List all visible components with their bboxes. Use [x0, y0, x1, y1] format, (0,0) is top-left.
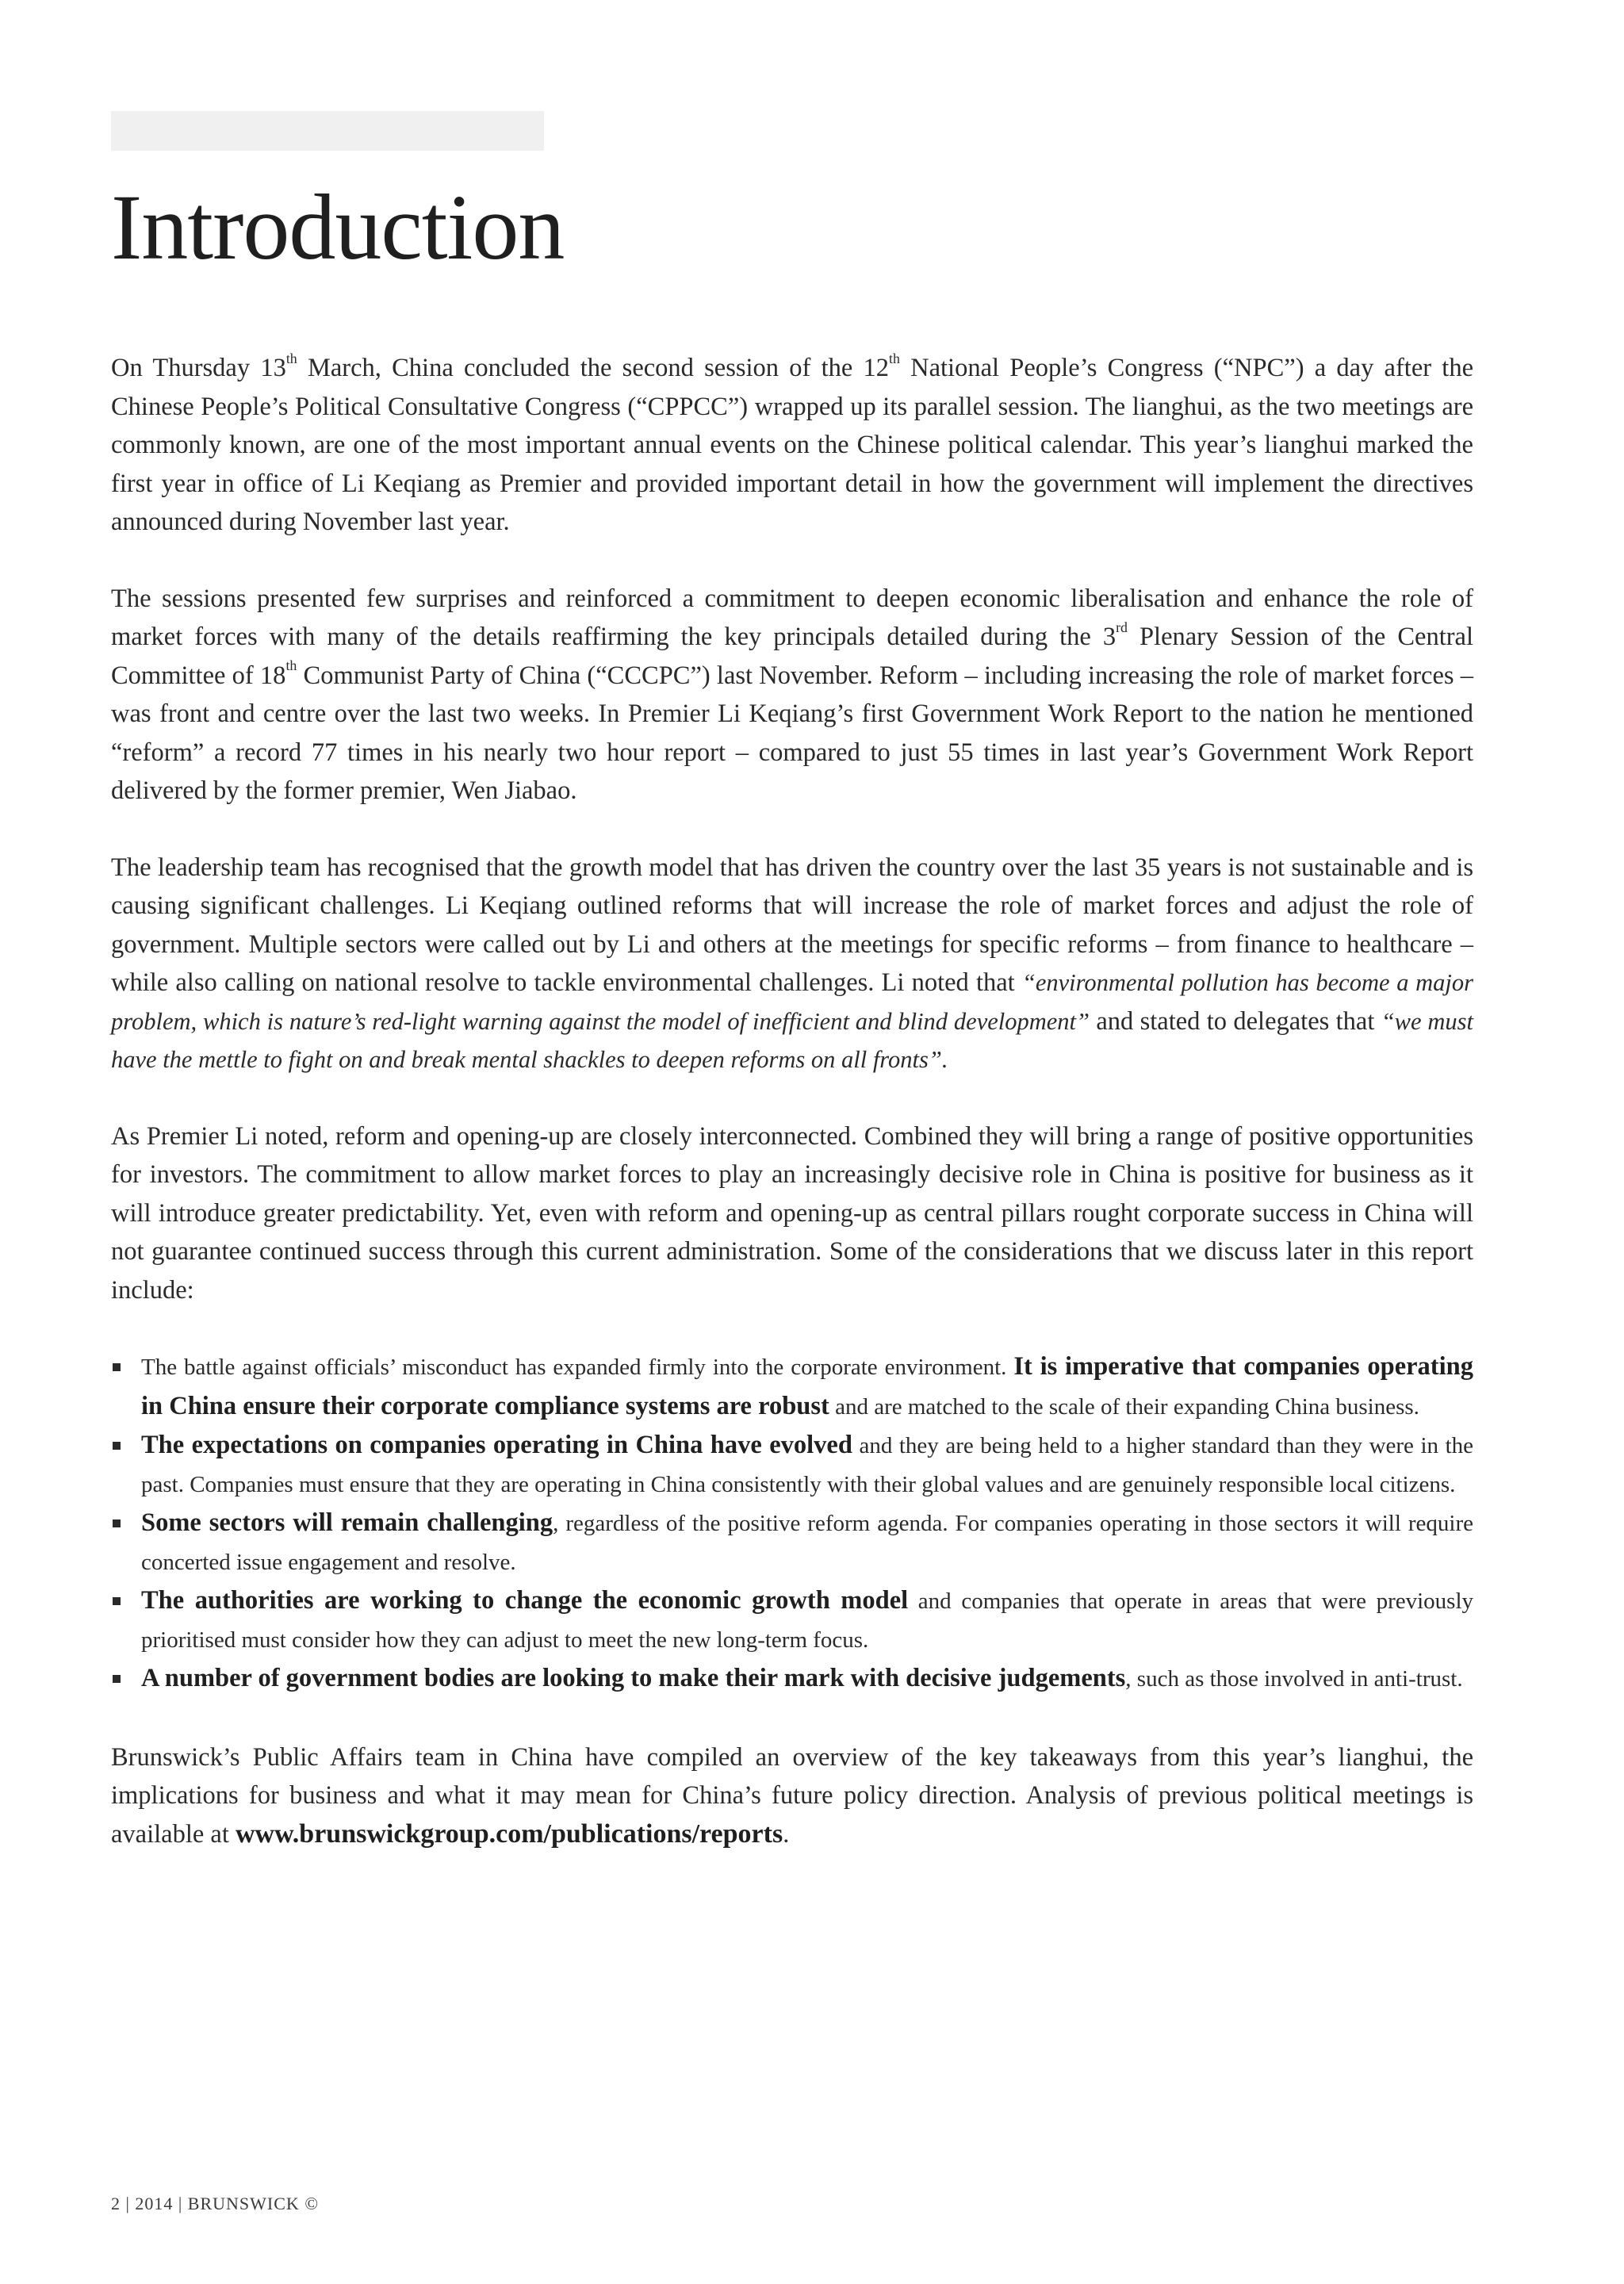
list-item: A number of government bodies are looking to make their mark with decisive judgements, such as those involved in anti-trust. — [111, 1659, 1473, 1699]
list-item: The authorities are working to change the economic growth model and companies that operate in areas that were previously prioritised must consider how they can adjust to meet the new long-term focus. — [111, 1581, 1473, 1659]
list-item: The expectations on companies operating in China have evolved and they are being held to a higher standard than they were in the past. Companies must ensure that they are operating in China consistently with their global values and are genuinely responsible local citizens. — [111, 1426, 1473, 1504]
paragraph-5: Brunswick’s Public Affairs team in China have compiled an overview of the key takeaways from this year’s lianghui, the implications for business and what it may mean for China’s future policy direction. Analysis of previous political meetings is available at www.brunswickgroup.com/publications/reports. — [111, 1742, 1473, 1849]
page-title: Introduction — [111, 175, 565, 279]
bullet-square-icon — [113, 1519, 121, 1527]
paragraph-3: The leadership team has recognised that the growth model that has driven the country over the last 35 years is not sustainable and is causing significant challenges. Li Keqiang outlined reforms that will increase the role of market forces and adjust the role of government. Multiple sectors were called out by Li and others at the meetings for specific reforms – from finance to healthcare – while also calling on national resolve to tackle environmental challenges. Li noted that “environmental pollution has become a major problem, which is nature’s red-light warning against the model of inefficient and blind development” and stated to delegates that “we must have the mettle to fight on and break mental shackles to deepen reforms on all fronts”. — [111, 853, 1474, 1073]
list-item: The battle against officials’ misconduct has expanded firmly into the corporate environment. It is imperative that companies operating in China ensure their corporate compliance systems are robust and are matched to the scale of their expanding China business. — [111, 1347, 1473, 1426]
quote-environment: “environmental pollution has become a major problem, which is nature’s red-light warning against the model of inefficient and blind development” — [111, 969, 1473, 1035]
reports-link[interactable]: www.brunswickgroup.com/publications/reports — [236, 1818, 783, 1849]
considerations-list — [111, 1347, 1473, 1699]
paragraph-4: As Premier Li noted, reform and opening-up are closely interconnected. Combined they will bring a range of positive opportunities for investors. The commitment to allow market forces to play an increasingly decisive role in China is positive for business as it will introduce greater predictability. Yet, even with reform and opening-up as central pillars rought corporate success in China will not guarantee continued success through this current administration. Some of the considerations that we discuss later in this report include: — [111, 1121, 1473, 1305]
list-item: Some sectors will remain challenging, regardless of the positive reform agenda. For companies operating in those sectors it will require concerted issue engagement and resolve. — [111, 1504, 1473, 1581]
header-bar — [111, 111, 544, 151]
bullet-square-icon — [113, 1442, 121, 1450]
page-footer: 2 | 2014 | BRUNSWICK © — [111, 2194, 320, 2213]
bullet-square-icon — [113, 1363, 121, 1371]
bullet-square-icon — [113, 1597, 121, 1605]
body-text — [111, 349, 1473, 1891]
bullet-square-icon — [113, 1675, 121, 1683]
paragraph-1: On Thursday 13th March, China concluded the second session of the 12th National People’s Congress (“NPC”) a day after the Chinese People’s Political Consultative Congress (“CPPCC”) wrapped up its parallel session. The lianghui, as the two meetings are commonly known, are one of the most important annual events on the Chinese political calendar. This year’s lianghui marked the first year in office of Li Keqiang as Premier and provided important detail in how the government will implement the directives announced during November last year. — [111, 350, 1473, 536]
paragraph-2: The sessions presented few surprises and reinforced a commitment to deepen economic liberalisation and enhance the role of market forces with many of the details reaffirming the key principals detailed during the 3rd Plenary Session of the Central Committee of 18th Communist Party of China (“CCCPC”) last November. Reform – including increasing the role of market forces – was front and centre over the last two weeks. In Premier Li Keqiang’s first Government Work Report to the nation he mentioned “reform” a record 77 times in his nearly two hour report – compared to just 55 times in last year’s Government Work Report delivered by the former premier, Wen Jiabao. — [111, 584, 1474, 805]
quote-reform: “we must have the mettle to fight on and break mental shackles to deepen reforms on all fronts”. — [111, 1007, 1474, 1073]
